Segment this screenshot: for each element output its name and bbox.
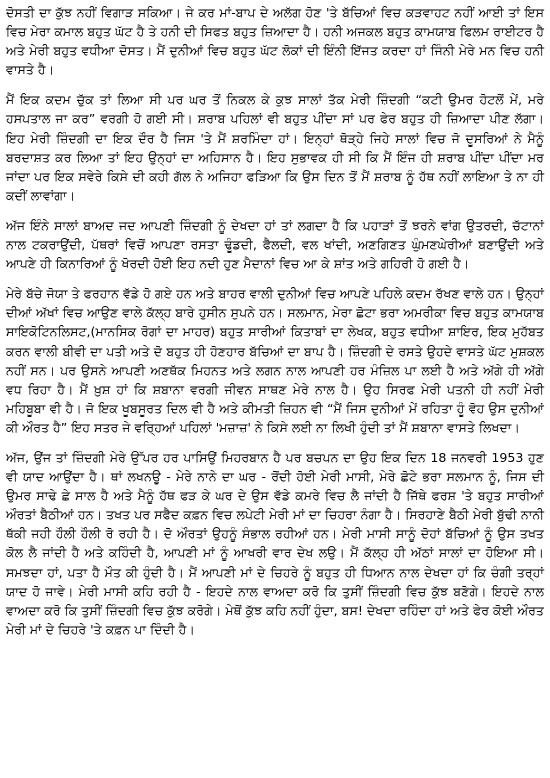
paragraph-4: ਮੇਰੇ ਬੱਚੇ ਜੋਯਾ ਤੇ ਫਰਹਾਨ ਵੱਡੇ ਹੋ ਗਏ ਹਨ ਅਤੇ ਬਾਹਰ ਵਾਲੀ ਦੁਨੀਆਂ ਵਿਚ ਆਪਣੇ ਪਹਿਲੇ ਕਦਮ ਰੱਖਣ ਵਾਲੇ ਹਨ। ਉਨ੍ਹਾਂ ਦੀਆਂ ਅੱਖਾਂ ਵਿਚ ਆਉਣ ਵਾਲੇ ਕੱਲ੍ਹ ਬਾਰੇ ਹੁਸੀਨ ਸੁਪਨੇ ਹਨ। ਸਲਮਾਨ, ਮੇਰਾ ਛੋਟਾ ਭਰਾ ਅਮਰੀਕਾ ਵਿਚ ਬਹੁਤ ਕਾਮਯਾਬ ਸਾਇਕੋਟਿਨਲਿਸਟ,(ਮਾਨਸਿਕ ਰੋਗਾਂ ਦਾ ਮਾਹਰ) ਬਹੁਤ ਸਾਰੀਆਂ ਕਿਤਾਬਾਂ ਦਾ ਲੇਖਕ, ਬਹੁਤ ਵਧੀਆ ਸ਼ਾਇਰ, ਇਕ ਮੁਹੱਬਤ ਕਰਨ ਵਾਲੀ ਬੀਵੀ ਦਾ ਪਤੀ ਅਤੇ ਦੋ ਬਹੁਤ ਹੀ ਹੋਣਹਾਰ ਬੱਚਿਆਂ ਦਾ ਬਾਪ ਹੈ। ਜ਼ਿੰਦਗੀ ਦੇ ਰਸਤੇ ਉਹਦੇ ਵਾਸਤੇ ਘੱਟ ਮੁਸ਼ਕਲ ਨਹੀਂ ਸਨ। ਪਰ ਉਸਨੇ ਆਪਣੀ ਅਣਥੱਕ ਮਿਹਨਤ ਅਤੇ ਲਗਨ ਨਾਲ ਆਪਣੀ ਹਰ ਮੰਜ਼ਿਲ ਪਾ ਲਈ ਹੈ ਅਤੇ ਅੱਗੇ ਹੀ ਅੱਗੇ ਵਧ ਰਿਹਾ ਹੈ। ਮੈਂ ਖ਼ੁਸ਼ ਹਾਂ ਕਿ ਸ਼ਬਾਨਾ ਵਰਗੀ ਜੀਵਨ ਸਾਥਣ ਮੇਰੇ ਨਾਲ ਹੈ। ਉਹ ਸਿਰਫ ਮੇਰੀ ਪਤਨੀ ਹੀ ਨਹੀਂ ਮੇਰੀ ਮਹਿਬੂਬਾ ਵੀ ਹੈ। ਜੋ ਇਕ ਖੂਬਸੂਰਤ ਦਿਲ ਵੀ ਹੈ ਅਤੇ ਕੀਮਤੀ ਜ਼ਿਹਨ ਵੀ “ਮੈਂ ਜਿਸ ਦੁਨੀਆਂ ਮੇਂ ਰਹਿਤਾ ਹੂੰ ਵੋਹ ਉਸ ਦੁਨੀਆਂ ਕੀ ਔਰਤ ਹੈ” ਇਹ ਸਤਰ ਜੇ ਵਰ੍ਹਿਆਂ ਪਹਿਲਾਂ 'ਮਜ਼ਾਜ਼' ਨੇ ਕਿਸੇ ਲਈ ਨਾ ਲਿਖੀ ਹੁੰਦੀ ਤਾਂ ਮੈਂ ਸ਼ਬਾਨਾ ਵਾਸਤੇ ਲਿਖਦਾ।: [6, 286, 544, 435]
paragraph-2: ਮੈਂ ਇਕ ਕਦਮ ਚੁੱਕ ਤਾਂ ਲਿਆ ਸੀ ਪਰ ਘਰ ਤੋਂ ਨਿਕਲ ਕੇ ਕੁਝ ਸਾਲਾਂ ਤੱਕ ਮੇਰੀ ਜ਼ਿੰਦਗੀ “ਕਟੀ ਉਮਰ ਹੋਟਲੋਂ ਮੇਂ, ਮਰੇ ਹਸਪਤਾਲ ਜਾ ਕਰ” ਵਰਗੀ ਹੋ ਗਈ ਸੀ। ਸ਼ਰਾਬ ਪਹਿਲਾਂ ਵੀ ਬਹੁਤ ਪੀਂਦਾ ਸਾਂ ਪਰ ਫੇਰ ਬਹੁਤ ਹੀ ਜ਼ਿਆਦਾ ਪੀਣ ਲੱਗਾ। ਇਹ ਮੇਰੀ ਜ਼ਿੰਦਗੀ ਦਾ ਇਕ ਦੌਰ ਹੈ ਜਿਸ 'ਤੇ ਮੈਂ ਸ਼ਰਮਿੰਦਾ ਹਾਂ। ਇਨ੍ਹਾਂ ਥੋੜ੍ਹੇ ਜਿਹੇ ਸਾਲਾਂ ਵਿਚ ਜੋ ਦੂਸਰਿਆਂ ਨੇ ਮੈਨੂੰ ਬਰਦਾਸ਼ਤ ਕਰ ਲਿਆ ਤਾਂ ਇਹ ਉਨ੍ਹਾਂ ਦਾ ਅਹਿਸਾਨ ਹੈ। ਇਹ ਸੁਭਾਵਕ ਹੀ ਸੀ ਕਿ ਮੈਂ ਇੰਜ ਹੀ ਸ਼ਰਾਬ ਪੀਂਦਾ ਪੀਂਦਾ ਮਰ ਜਾਂਦਾ ਪਰ ਇਕ ਸਵੇਰੇ ਕਿਸੇ ਦੀ ਕਹੀ ਗੱਲ ਨੇ ਅਜਿਹਾ ਫੜਿਆ ਕਿ ਉਸ ਦਿਨ ਤੋਂ ਮੈਂ ਸ਼ਰਾਬ ਨੂੰ ਹੱਥ ਨਹੀਂ ਲਾਇਆ ਤੇ ਨਾ ਹੀ ਕਦੀਂ ਲਾਵਾਂਗਾ।: [6, 92, 544, 203]
paragraph-5: ਅੱਜ, ਉਂਜ ਤਾਂ ਜ਼ਿੰਦਗੀ ਮੇਰੇ ਉੱਪਰ ਹਰ ਪਾਸਿਉਂ ਮਿਹਰਬਾਨ ਹੈ ਪਰ ਬਚਪਨ ਦਾ ਉਹ ਇਕ ਦਿਨ 18 ਜਨਵਰੀ 1953 ਹੁਣ ਵੀ ਯਾਦ ਆਉਂਦਾ ਹੈ। ਥਾਂ ਲਖਨਊ - ਮੇਰੇ ਨਾਨੇ ਦਾ ਘਰ - ਰੋਂਦੀ ਹੋਈ ਮੇਰੀ ਮਾਸੀ, ਮੇਰੇ ਛੋਟੇ ਭਰਾ ਸਲਮਾਨ ਨੂੰ, ਜਿਸ ਦੀ ਉਮਰ ਸਾਢੇ ਛੇ ਸਾਲ ਹੈ ਅਤੇ ਮੈਨੂੰ ਹੱਥ ਫੜ ਕੇ ਘਰ ਦੇ ਉਸ ਵੱਡੇ ਕਮਰੇ ਵਿਚ ਲੈ ਜਾਂਦੀ ਹੈ ਜਿੱਥੇ ਫਰਸ਼ 'ਤੇ ਬਹੁਤ ਸਾਰੀਆਂ ਔਰਤਾਂ ਬੈਠੀਆਂ ਹਨ। ਤਖਤ ਪਰ ਸਫੈਦ ਕਫ਼ਨ ਵਿਚ ਲਪੇਟੀ ਮੇਰੀ ਮਾਂ ਦਾ ਚਿਹਰਾ ਨੰਗਾ ਹੈ। ਸਿਰਹਾਣੇ ਬੈਠੀ ਮੇਰੀ ਬੁੱਢੀ ਨਾਨੀ ਥੱਕੀ ਜਹੀ ਹੌਲੀ ਹੌਲੀ ਰੋ ਰਹੀ ਹੈ। ਦੋ ਔਰਤਾਂ ਉਹਨੂੰ ਸੰਭਾਲ ਰਹੀਆਂ ਹਨ। ਮੇਰੀ ਮਾਸੀ ਸਾਨੂੰ ਦੋਹਾਂ ਬੱਚਿਆਂ ਨੂੰ ਉਸ ਤਖਤ ਕੋਲ ਲੈ ਜਾਂਦੀ ਹੈ ਅਤੇ ਕਹਿੰਦੀ ਹੈ, ਆਪਣੀ ਮਾਂ ਨੂੰ ਆਖਰੀ ਵਾਰ ਦੇਖ ਲਉ। ਮੈਂ ਕੱਲ੍ਹ ਹੀ ਅੱਠਾਂ ਸਾਲਾਂ ਦਾ ਹੋਇਆ ਸੀ। ਸਮਝਦਾ ਹਾਂ, ਪਤਾ ਹੈ ਮੌਤ ਕੀ ਹੁੰਦੀ ਹੈ। ਮੈਂ ਆਪਣੀ ਮਾਂ ਦੇ ਚਿਹਰੇ ਨੂੰ ਬਹੁਤ ਹੀ ਧਿਆਨ ਨਾਲ ਦੇਖਦਾ ਹਾਂ ਕਿ ਚੰਗੀ ਤਰ੍ਹਾਂ ਯਾਦ ਹੋ ਜਾਵੇ। ਮੇਰੀ ਮਾਸੀ ਕਹਿ ਰਹੀ ਹੈ - ਇਹਦੇ ਨਾਲ ਵਾਅਦਾ ਕਰੋ ਕਿ ਤੁਸੀਂ ਜ਼ਿੰਦਗੀ ਵਿਚ ਕੁੱਝ ਬਣੋਗੇ। ਇਹਦੇ ਨਾਲ ਵਾਅਦਾ ਕਰੋ ਕਿ ਤੁਸੀਂ ਜ਼ਿੰਦਗੀ ਵਿਚ ਕੁੱਝ ਕਰੋਗੇ। ਮੇਥੋਂ ਕੁੱਝ ਕਹਿ ਨਹੀਂ ਹੁੰਦਾ, ਬਸ! ਦੇਖਦਾ ਰਹਿੰਦਾ ਹਾਂ ਅਤੇ ਫੇਰ ਕੋਈ ਔਰਤ ਮੇਰੀ ਮਾਂ ਦੇ ਚਿਹਰੇ 'ਤੇ ਕਫ਼ਨ ਪਾ ਦਿੰਦੀ ਹੈ।: [6, 449, 544, 637]
paragraph-3: ਅੱਜ ਇੰਨੇ ਸਾਲਾਂ ਬਾਅਦ ਜਦ ਆਪਣੀ ਜ਼ਿੰਦਗੀ ਨੂੰ ਦੇਖਦਾ ਹਾਂ ਤਾਂ ਲਗਦਾ ਹੈ ਕਿ ਪਹਾੜਾਂ ਤੋਂ ਝਰਨੇ ਵਾਂਗ ਉਤਰਦੀ, ਚੱਟਾਨਾਂ ਨਾਲ ਟਕਰਾਉਂਦੀ, ਪੱਥਰਾਂ ਵਿਚੋਂ ਆਪਣਾ ਰਸਤਾ ਢੂੰਡਦੀ, ਫੈਲਦੀ, ਵਲ ਖਾਂਦੀ, ਅਣਗਿਣਤ ਘੁੰਮਣਘੇਰੀਆਂ ਬਣਾਉਂਦੀ ਅਤੇ ਆਪਣੇ ਹੀ ਕਿਨਾਰਿਆਂ ਨੂੰ ਖੋਰਦੀ ਹੋਈ ਇਹ ਨਦੀ ਹੁਣ ਮੈਦਾਨਾਂ ਵਿਚ ਆ ਕੇ ਸ਼ਾਂਤ ਅਤੇ ਗਹਿਰੀ ਹੋ ਗਈ ਹੈ।: [6, 217, 544, 272]
paragraph-1: ਦੋਸਤੀ ਦਾ ਕੁੱਝ ਨਹੀਂ ਵਿਗਾੜ ਸਕਿਆ। ਜੇ ਕਰ ਮਾਂ-ਬਾਪ ਦੇ ਅਲੱਗ ਹੋਣ 'ਤੇ ਬੱਚਿਆਂ ਵਿਚ ਕੜਵਾਹਟ ਨਹੀਂ ਆਈ ਤਾਂ ਇਸ ਵਿਚ ਮੇਰਾ ਕਮਾਲ ਬਹੁਤ ਘੱਟ ਹੈ ਤੇ ਹਨੀ ਦੀ ਸਿਫਤ ਬਹੁਤ ਜ਼ਿਆਦਾ ਹੈ। ਹਨੀ ਅਜਕਲ ਬਹੁਤ ਕਾਮਯਾਬ ਫਿਲਮ ਰਾਈਟਰ ਹੈ ਅਤੇ ਮੇਰੀ ਬਹੁਤ ਵਧੀਆ ਦੋਸਤ। ਮੈਂ ਦੁਨੀਆਂ ਵਿਚ ਬਹੁਤ ਘੱਟ ਲੋਕਾਂ ਦੀ ਇੰਨੀ ਇੱਜਤ ਕਰਦਾ ਹਾਂ ਜਿੰਨੀ ਮੇਰੇ ਮਨ ਵਿਚ ਹਨੀ ਵਾਸਤੇ ਹੈ।: [6, 5, 544, 78]
